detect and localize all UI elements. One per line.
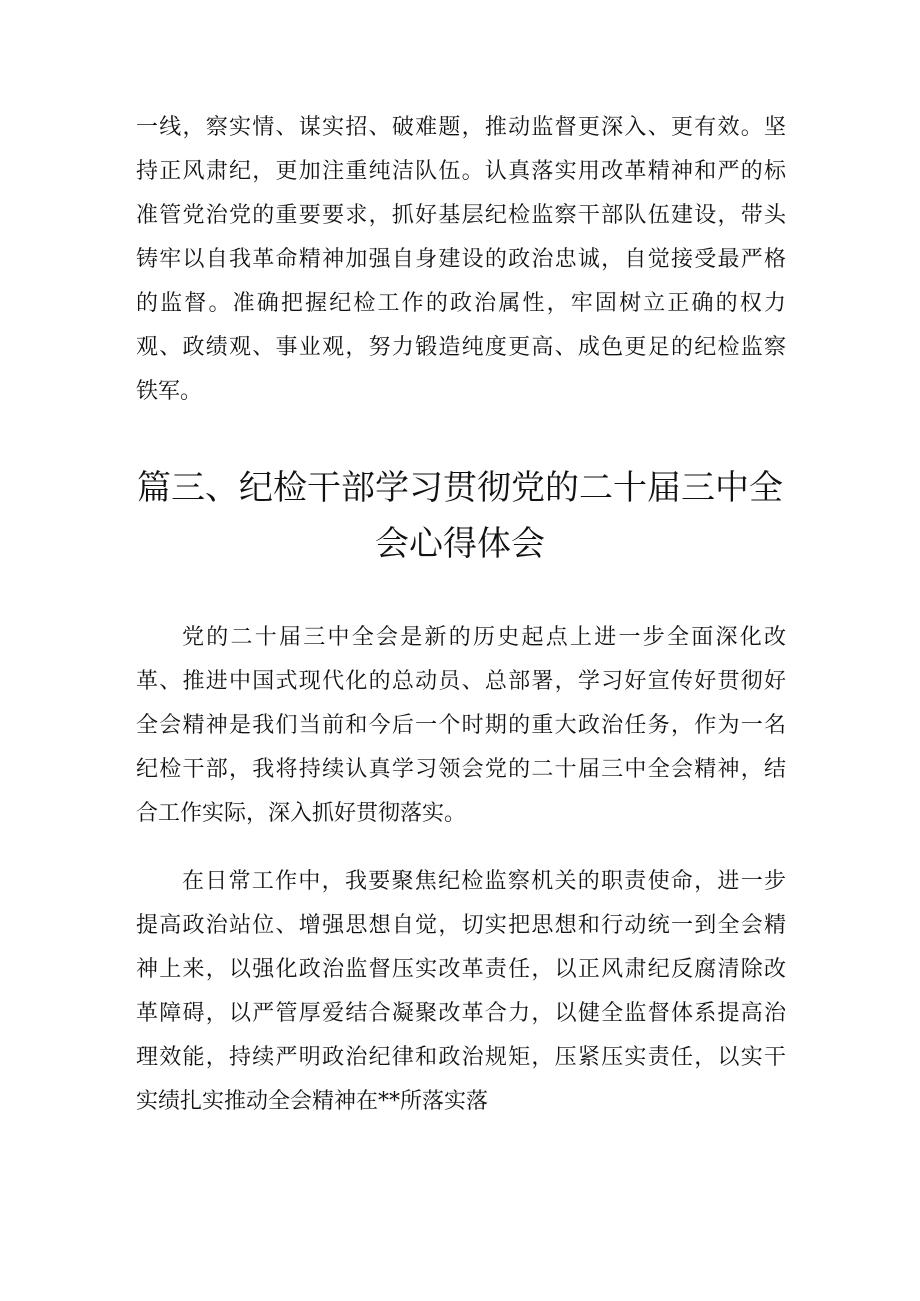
paragraph-line: 铁军。 [136, 379, 203, 404]
paragraph-line: 实绩扎实推动全会精神在**所落实落 [136, 1089, 489, 1114]
paragraph-line: 铸牢以自我革命精神加强自身建设的政治忠诚，自觉接受最严格 [136, 247, 786, 272]
paragraph-line: 纪检干部，我将持续认真学习领会党的二十届三中全会精神，结 [136, 757, 786, 782]
paragraph-line: 全会精神是我们当前和今后一个时期的重大政治任务，作为一名 [136, 713, 786, 738]
body-paragraph-2 [136, 860, 786, 1124]
paragraph-line: 革、推进中国式现代化的总动员、总部署，学习好宣传好贯彻好 [136, 669, 786, 694]
paragraph-line: 一线，察实情、谋实招、破难题，推动监督更深入、更有效。坚 [136, 115, 786, 140]
paragraph-line: 合工作实际，深入抓好贯彻落实。 [136, 801, 467, 826]
paragraph-line: 准管党治党的重要要求，抓好基层纪检监察干部队伍建设，带头 [136, 203, 786, 228]
body-paragraph-1 [136, 616, 786, 836]
paragraph-line: 党的二十届三中全会是新的历史起点上进一步全面深化改 [182, 625, 786, 650]
paragraph-line: 观、政绩观、事业观，努力锻造纯度更高、成色更足的纪检监察 [136, 335, 786, 360]
paragraph-line: 革障碍，以严管厚爱结合凝聚改革合力，以健全监督体系提高治 [136, 1001, 786, 1026]
paragraph-line: 理效能，持续严明政治纪律和政治规矩，压紧压实责任，以实干 [136, 1045, 786, 1070]
paragraph-line: 的监督。准确把握纪检工作的政治属性，牢固树立正确的权力 [136, 291, 786, 316]
paragraph-line: 神上来，以强化政治监督压实改革责任，以正风肃纪反腐清除改 [136, 957, 786, 982]
section-title [120, 460, 800, 572]
section-title-line: 篇三、纪检干部学习贯彻党的二十届三中全 [137, 468, 783, 508]
paragraph-line: 在日常工作中，我要聚焦纪检监察机关的职责使命，进一步 [182, 869, 786, 894]
continuation-paragraph [136, 106, 786, 414]
section-title-line: 会心得体会 [375, 524, 545, 564]
paragraph-line: 持正风肃纪，更加注重纯洁队伍。认真落实用改革精神和严的标 [136, 159, 786, 184]
paragraph-line: 提高政治站位、增强思想自觉，切实把思想和行动统一到全会精 [136, 913, 786, 938]
